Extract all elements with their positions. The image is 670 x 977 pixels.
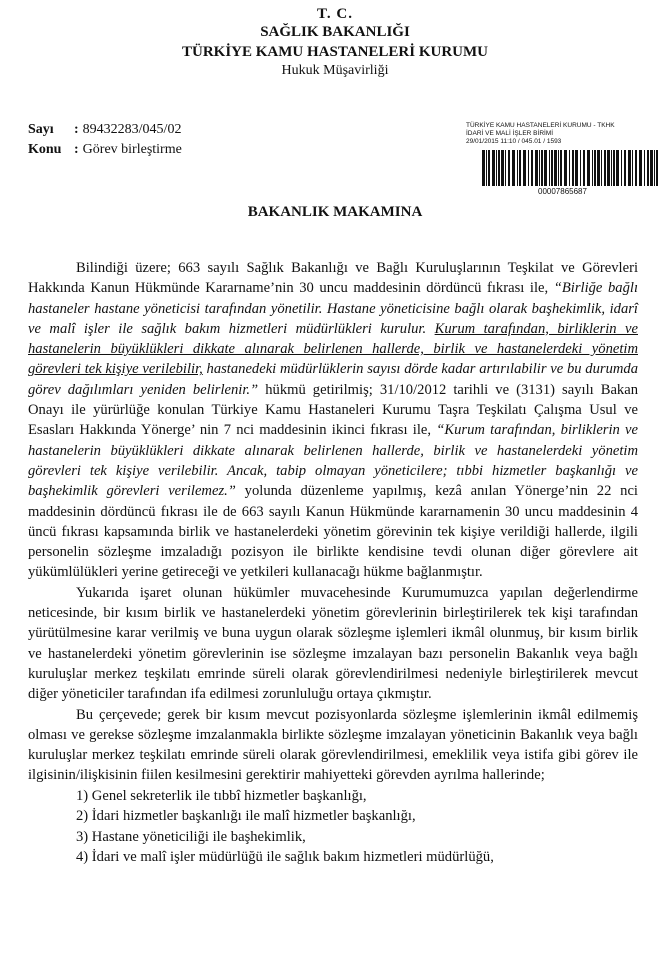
barcode-bar — [560, 150, 562, 186]
list-item: 3) Hastane yöneticiliği ile başhekimlik, — [76, 828, 306, 845]
document-body — [28, 258, 638, 868]
barcode-bar — [624, 150, 626, 186]
paragraph-1 — [28, 258, 638, 583]
header-tc: T. C. — [317, 6, 353, 22]
header-department: Hukuk Müşavirliği — [281, 63, 389, 78]
barcode-bar — [611, 150, 612, 186]
barcode-bar — [512, 150, 515, 186]
barcode-bar — [575, 150, 578, 186]
p1-quote-3: “Kurum tarafından, birliklerin ve hastanelerin büyüklükleri dikkate alınarak belirlenen hallerde, birlik ve hastanelerdeki yönetim görevleri tek kişiye verilebilir. Ancak, tabip olmayan yöneticilere; tıbbi hizmetler başkanlığı ve başhekimlik görevleri verilemez.” — [28, 422, 639, 500]
barcode-bar — [541, 150, 543, 186]
barcode-bar — [544, 150, 547, 186]
barcode-bar — [523, 150, 526, 186]
barcode-bar — [628, 150, 631, 186]
barcode-bar — [572, 150, 574, 186]
barcode-bar — [587, 150, 590, 186]
barcode-bar — [594, 150, 596, 186]
barcode — [482, 150, 662, 186]
registry-stamp — [466, 122, 666, 146]
header-institution: TÜRKİYE KAMU HASTANELERİ KURUMU — [182, 44, 488, 60]
barcode-bar — [601, 150, 602, 186]
barcode-bar — [482, 150, 485, 186]
barcode-bar — [569, 150, 570, 186]
p1-text-b: hükmü getirilmiş; 31/10/2012 tarihli ve (3131) sayılı Bakan Onayı ile yürürlüğe konulan Türkiye Kamu Hastaneleri Kurumu Taşra Teşkilatı Çalışma Usul ve Esasları Hakkında Yönerge’ nin 7 nci maddesinin ikinci fıkrası ile, — [28, 381, 639, 439]
barcode-bar — [488, 150, 490, 186]
p1-underlined-quote: Kurum tarafından, birliklerin ve hastanelerin büyüklükleri dikkate alınarak belirlenen hallerde, birlik ve hastanelerdeki yönetim görevleri tek kişiye verilebilir, — [28, 320, 638, 378]
p1-quote-2: hastanedeki müdürlüklerin sayısı dörde kadar artırılabilir ve bu durumda görev dağılımları yeniden belirlenir.” — [28, 361, 638, 398]
barcode-bar — [580, 150, 581, 186]
barcode-bar — [583, 150, 585, 186]
barcode-bar — [496, 150, 497, 186]
p1-text-a: Bilindiği üzere; 663 sayılı Sağlık Bakanlığı ve Bağlı Kuruluşlarının Teşkilat ve Görevleri Hakkında Kanun Hükmünde Kararname’nin 30 uncu maddesinin dördüncü fıkrası ile, — [28, 260, 638, 297]
konu-label: Konu — [28, 142, 62, 157]
position-list — [28, 786, 638, 868]
barcode-bar — [492, 150, 495, 186]
barcode-bar — [539, 150, 540, 186]
stamp-line-1: TÜRKİYE KAMU HASTANELERİ KURUMU - TKHK — [466, 122, 615, 129]
barcode-bar — [564, 150, 567, 186]
stamp-line-2: İDARİ VE MALİ İŞLER BİRİMİ — [466, 130, 554, 137]
barcode-bar — [486, 150, 487, 186]
stamp-line-3: 29/01/2015 11:10 / 045.01 / 1593 — [466, 138, 562, 145]
barcode-bar — [505, 150, 506, 186]
list-item: 2) İdari hizmetler başkanlığı ile malî hizmetler başkanlığı, — [76, 808, 416, 825]
barcode-number: 00007865687 — [538, 187, 587, 196]
barcode-bar — [632, 150, 633, 186]
barcode-bar — [650, 150, 653, 186]
barcode-bar — [508, 150, 510, 186]
barcode-bar — [597, 150, 600, 186]
barcode-bar — [654, 150, 655, 186]
barcode-bar — [551, 150, 553, 186]
barcode-bar — [644, 150, 645, 186]
p1-text-c: yolunda düzenleme yapılmış, kezâ anılan Yönerge’nin 22 nci maddesinin dördüncü fıkrası ile de 663 sayılı Kanun Hükmünde kararnamenin 30 uncu maddesinin 4 üncü fıkrası kapsamında birlik ve hastanelerdeki yönetim görevinin tek kişiye verildiği hallerde, ilgili personelin sözleşme imzaladığı pozisyon ile birlikte kendisine tevdi olunan diğer görevlere ait yükümlülükleri yerine getireceği ve yetkileri kullanacağı hükme bağlanmıştır. — [28, 483, 638, 581]
document-title: BAKANLIK MAKAMINA — [247, 204, 423, 220]
konu-value: Görev birleştirme — [82, 142, 182, 157]
paragraph-3: Bu çerçevede; gerek bir kısım mevcut pozisyonlarda sözleşme işlemlerinin ikmâl edilmemiş olması ve gerekse sözleşme imzalanmakla birlikte sözleşme imzalayan yöneticinin Bakanlık veya bağlı kuruluşlar merkez teşkilatı emrinde süreli olarak görevlendirilmesi, emeklilik veya istifa gibi görev ile ilgisinin/ilişkisinin fiilen kesilmesini gerektirir mahiyetteki görevden ayrılma hallerinde; — [28, 706, 638, 784]
barcode-bar — [549, 150, 550, 186]
list-item: 4) İdari ve malî işler müdürlüğü ile sağlık bakım hizmetleri müdürlüğü, — [76, 849, 494, 866]
barcode-bar — [531, 150, 533, 186]
barcode-bar — [621, 150, 622, 186]
header-ministry: SAĞLIK BAKANLIĞI — [260, 24, 410, 40]
barcode-bar — [528, 150, 529, 186]
p1-quote-1: “Birliğe bağlı hastaneler hastane yöneticisi tarafından yönetilir. Hastane yöneticisine bağlı olarak başhekimlik, idarî ve malî işler ile sağlık bakım hizmetleri müdürlükleri kurulur. — [28, 280, 639, 337]
barcode-bar — [635, 150, 637, 186]
barcode-bar — [639, 150, 642, 186]
barcode-bar — [607, 150, 610, 186]
barcode-bar — [498, 150, 500, 186]
sayi-value: 89432283/045/02 — [82, 122, 182, 137]
list-item: 1) Genel sekreterlik ile tıbbî hizmetler başkanlığı, — [76, 787, 367, 804]
konu-row: Konu : Görev birleştirme — [28, 142, 182, 157]
barcode-bar — [604, 150, 606, 186]
paragraph-2: Yukarıda işaret olunan hükümler muvacehesinde Kurumumuzca yapılan değerlendirme neticesinde, bir kısım birlik ve hastanelerdeki yönetim görevlerinin birleştirilerek tek kişi tarafından yürütülmesine karar verilmiş ve buna uygun olarak sözleşme işlemleri ikmâl olunmuş, bir kısım birlik ve hastanelerdeki yönetim görevlerinin ise sözleşme imzalayan bazı personelin Bakanlık veya bağlı kuruluşlar merkez teşkilatı emrinde süreli olarak görevlendirilmesi nedeniyle birleştirilerek mevcut diğer yöneticiler tarafından ifa edilmesi zorunluluğu ortaya çıkmıştır. — [28, 584, 638, 703]
barcode-bar — [656, 150, 658, 186]
barcode-bar — [519, 150, 521, 186]
barcode-bar — [613, 150, 615, 186]
sayi-label: Sayı — [28, 122, 54, 137]
sayi-row: Sayı : 89432283/045/02 — [28, 122, 182, 137]
barcode-bar — [554, 150, 557, 186]
barcode-bar — [592, 150, 593, 186]
barcode-bar — [558, 150, 559, 186]
barcode-bar — [616, 150, 619, 186]
barcode-bar — [517, 150, 518, 186]
barcode-bar — [501, 150, 504, 186]
barcode-bar — [535, 150, 538, 186]
barcode-bar — [647, 150, 649, 186]
